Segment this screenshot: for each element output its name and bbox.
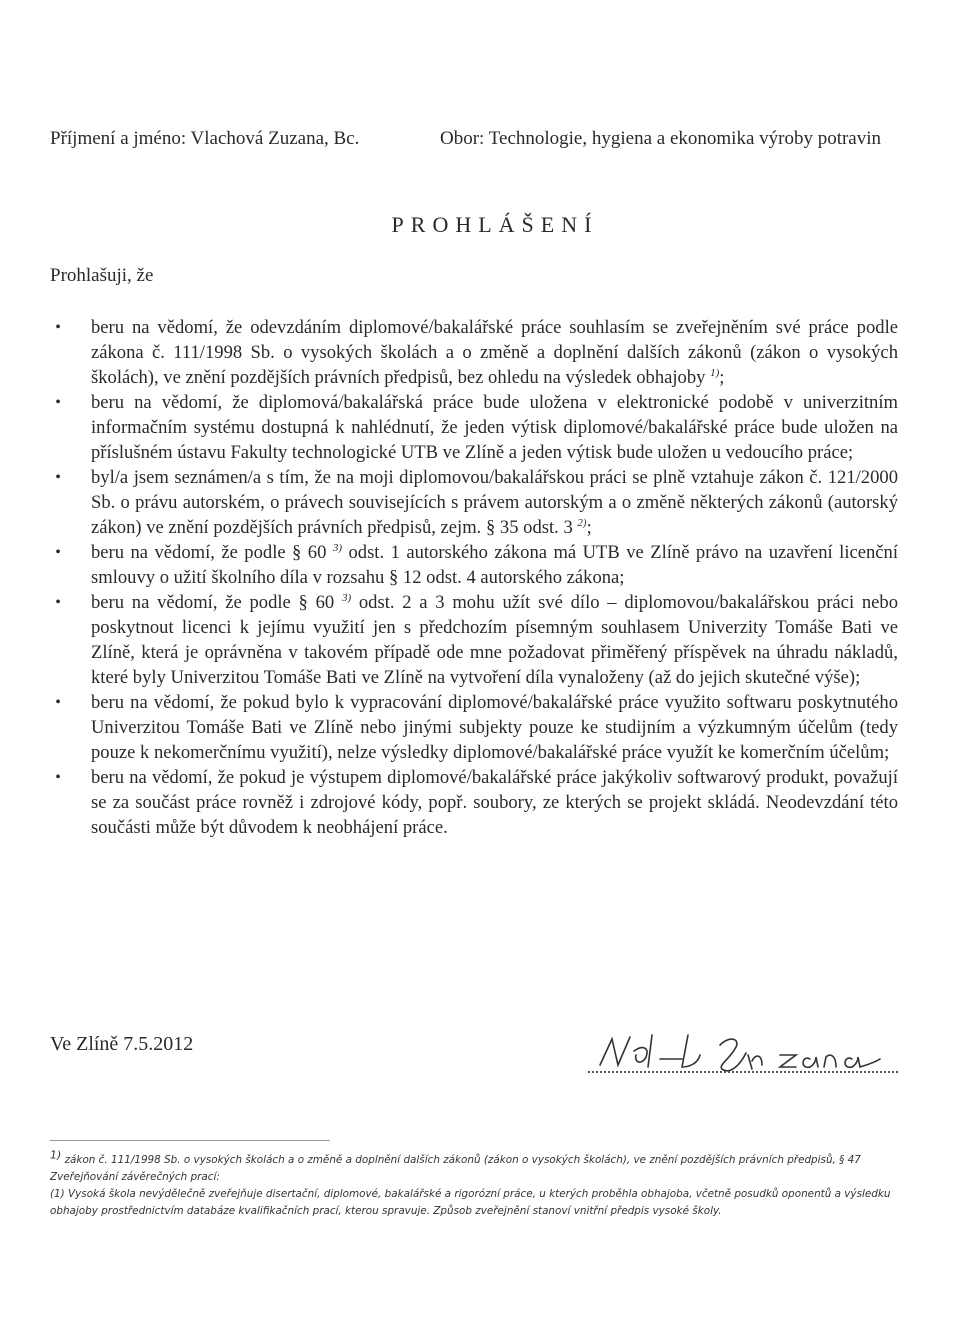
bullet-icon: • (55, 394, 61, 411)
footnote-paragraph: (1) Vysoká škola nevýdělečně zveřejňuje disertační, diplomové, bakalářské a rigorózní práce, u kterých proběhla obhajoba, včetně posudků oponentů a výsledku obhajoby prostřednictvím databáze kvalifikačních prací, kterou spravuje. Způsob zveřejnění stanoví vnitřní předpis vysoké školy. (50, 1188, 891, 1217)
item-text: beru na vědomí, že podle § 60 (91, 592, 335, 613)
item-text: beru na vědomí, že pokud je výstupem diplomové/bakalářské práce jakýkoliv softwarový produkt, považují se za součást práce rovněž i zdrojové kódy, popř. soubory, ze kterých se projekt skládá. Neodevzdání této součásti může být důvodem k neobhájení práce. (91, 767, 898, 838)
bullet-icon: • (55, 319, 61, 336)
footnote-text: zákon č. 111/1998 Sb. o vysokých školách a o změně a doplnění dalších zákonů (zákon o vysokých školách), ve znění pozdějších právních předpisů, § 47 Zveřejňování závěrečných prací: (50, 1154, 861, 1183)
declaration-item (52, 765, 898, 840)
bullet-icon: • (55, 469, 61, 486)
signature-line (588, 1071, 898, 1073)
item-text: beru na vědomí, že pokud bylo k vypracování diplomové/bakalářské práce využito softwaru poskytnutého Univerzitou Tomáše Bati ve Zlíně nebo jinými subjekty pouze ke studijním a výzkumným účelům (tedy pouze k nekomerčnímu využití), nelze výsledky diplomové/bakalářské práce využít ke komerčním účelům; (91, 692, 898, 763)
declaration-item (52, 465, 898, 540)
declaration-item (52, 590, 898, 690)
declaration-item (52, 390, 898, 465)
intro-text: Prohlašuji, že (50, 265, 154, 286)
footnote-divider (50, 1140, 330, 1141)
item-text-after: odst. 1 autorského zákona má UTB ve Zlíně právo na uzavření licenční smlouvy o užití školního díla v rozsahu § 12 odst. 4 autorského zákona; (91, 542, 899, 588)
item-text: beru na vědomí, že diplomová/bakalářská práce bude uložena v elektronické podobě v univerzitním informačním systému dostupná k nahlédnutí, že jeden výtisk diplomové/bakalářské práce bude uložen na příslušném ústavu Fakulty technologické UTB ve Zlíně a jeden výtisk bude uložen u vedoucího práce; (91, 392, 898, 463)
item-text: byl/a jsem seznámen/a s tím, že na moji diplomovou/bakalářskou práci se plně vztahuje zákon č. 121/2000 Sb. o právu autorském, o právech souvisejících s právem autorským a o změně některých zákonů (autorský zákon) ve znění pozdějších právních předpisů, zejm. § 35 odst. 3 (91, 467, 898, 538)
item-text-after: odst. 2 a 3 mohu užít své dílo – diplomovou/bakalářskou práci nebo poskytnout licenci k jejímu využití jen s předchozím písemným souhlasem Univerzity Tomáše Bati ve Zlíně, která je oprávněna v takovém případě ode mne požadovat přiměřený příspěvek na úhradu nákladů, které byly Univerzitou Tomáše Bati ve Zlíně na vytvoření díla vynaloženy (až do jejich skutečné výše); (91, 592, 898, 688)
item-text-after: ; (719, 367, 725, 388)
header-name: Příjmení a jméno: Vlachová Zuzana, Bc. (50, 128, 360, 149)
item-text-after: ; (586, 517, 592, 538)
footnote-mark: 3) (332, 541, 343, 554)
footnotes (50, 1148, 900, 1220)
bullet-icon: • (55, 769, 61, 786)
declaration-list (52, 315, 898, 840)
declaration-item (52, 540, 898, 590)
footnote-mark: 3) (341, 591, 352, 604)
footnote-mark: 2) (577, 516, 587, 529)
footnote-mark: 1) (710, 366, 720, 379)
item-text: beru na vědomí, že podle § 60 (91, 542, 327, 563)
item-text: beru na vědomí, že odevzdáním diplomové/bakalářské práce souhlasím se zveřejněním své práce podle zákona č. 111/1998 Sb. o vysokých školách a o změně a doplnění dalších zákonů (zákon o vysokých školách), ve znění pozdějších právních předpisů, bez ohledu na výsledek obhajoby (91, 317, 898, 388)
declaration-item (52, 315, 898, 390)
bullet-icon: • (55, 544, 61, 561)
bullet-icon: • (55, 694, 61, 711)
bullet-icon: • (55, 594, 61, 611)
footnote-1 (50, 1148, 900, 1186)
place-date: Ve Zlíně 7.5.2012 (50, 1033, 194, 1055)
footnote-number: 1) (50, 1148, 62, 1162)
declaration-item (52, 690, 898, 765)
document-title: PROHLÁŠENÍ (391, 212, 599, 237)
header-field: Obor: Technologie, hygiena a ekonomika výroby potravin (440, 128, 882, 149)
